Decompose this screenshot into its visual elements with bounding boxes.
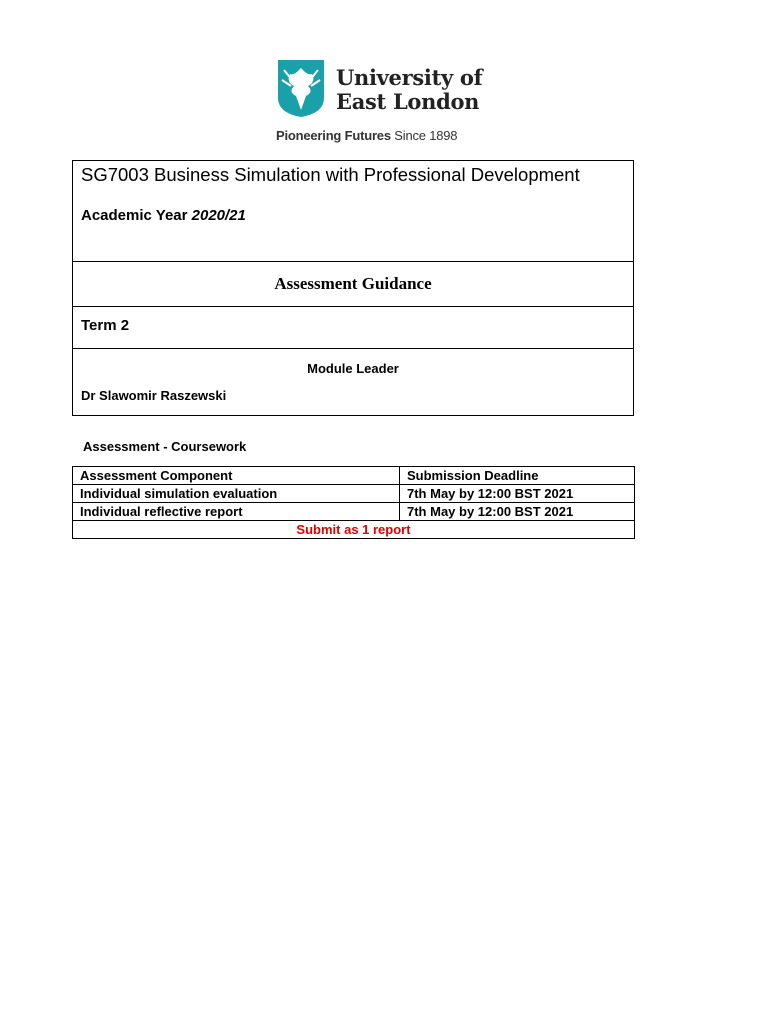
submit-note: Submit as 1 report (73, 521, 635, 539)
assessment-table (72, 466, 635, 539)
module-info-box (72, 160, 634, 416)
table-header-row (73, 467, 635, 485)
table-row (73, 503, 635, 521)
component-cell: Individual simulation evaluation (73, 485, 400, 503)
header-cell: Submission Deadline (400, 467, 635, 485)
assessment-guidance-heading: Assessment Guidance (274, 274, 432, 293)
phoenix-icon (276, 58, 326, 118)
guidance-row (73, 262, 633, 307)
module-header-row (73, 161, 633, 262)
deadline-cell: 7th May by 12:00 BST 2021 (400, 503, 635, 521)
module-leader-name: Dr Slawomir Raszewski (81, 388, 227, 403)
section-title: Assessment - Coursework (83, 439, 247, 454)
university-logo (276, 58, 483, 148)
table-row (73, 485, 635, 503)
term-label: Term 2 (81, 317, 130, 334)
component-cell: Individual reflective report (73, 503, 400, 521)
header-cell: Assessment Component (73, 467, 400, 485)
module-leader-row (73, 349, 633, 415)
university-name: University of East London (336, 65, 483, 114)
term-row (73, 307, 633, 349)
academic-year: Academic Year 2020/21 (81, 207, 246, 224)
module-title: SG7003 Business Simulation with Professional Development (81, 164, 580, 185)
module-leader-label: Module Leader (307, 361, 399, 376)
tagline: Pioneering Futures Since 1898 (276, 128, 458, 143)
deadline-cell: 7th May by 12:00 BST 2021 (400, 485, 635, 503)
note-row (73, 521, 635, 539)
